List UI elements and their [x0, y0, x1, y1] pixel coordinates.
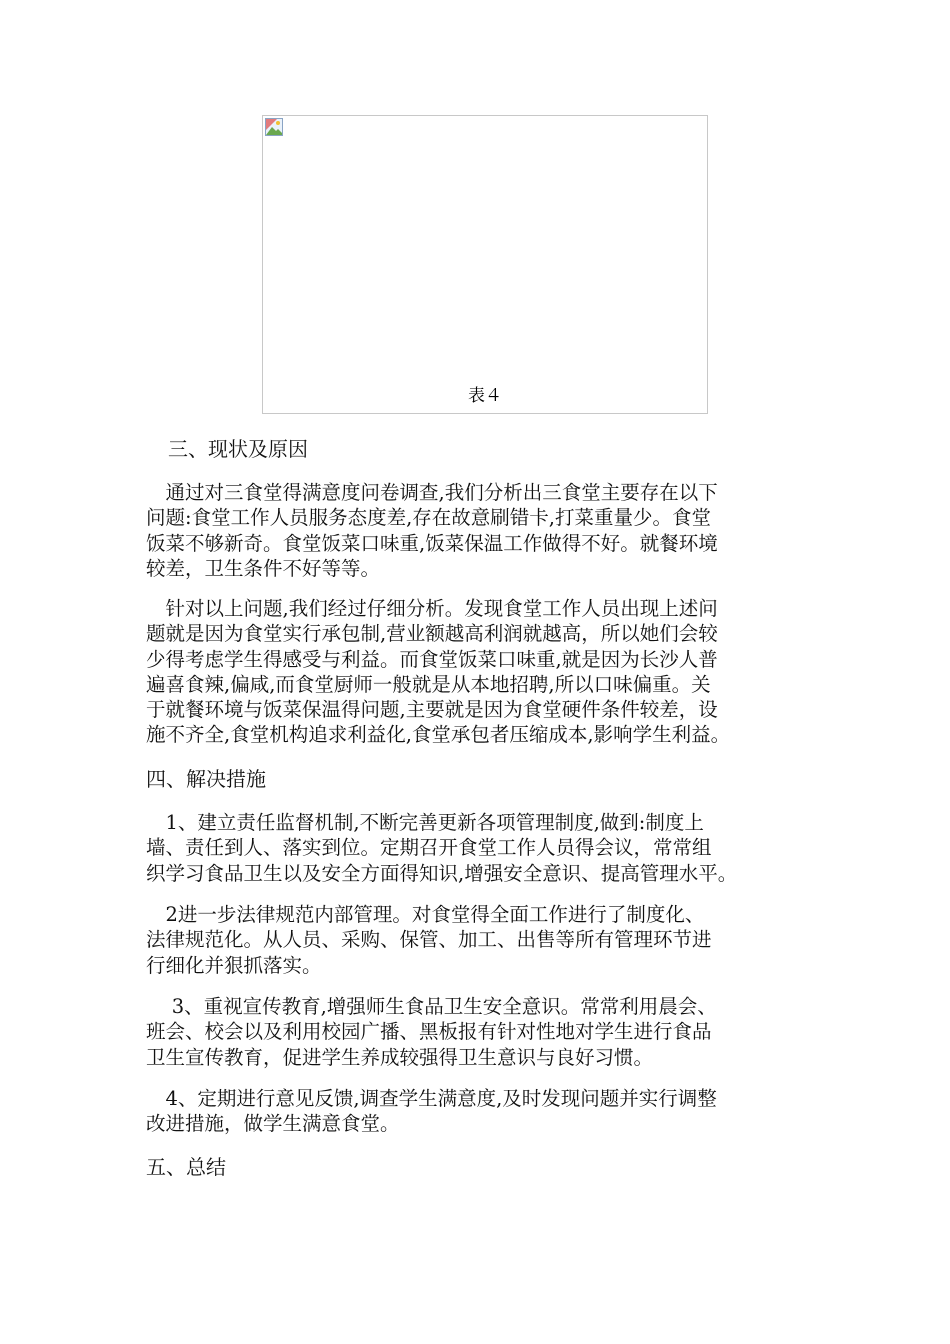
broken-image-icon: [265, 118, 283, 136]
paragraph-line: 少得考虑学生得感受与利益。而食堂饭菜口味重,就是因为长沙人普: [146, 647, 718, 671]
paragraph-s4-2: [146, 902, 816, 978]
paragraph-line: 题就是因为食堂实行承包制,营业额越高利润就越高，所以她们会较: [146, 622, 718, 646]
paragraph-line: 施不齐全,食堂机构追求利益化,食堂承包者压缩成本,影响学生利益。: [146, 723, 731, 747]
section-heading-5: 五、总结: [146, 1155, 226, 1179]
figure-placeholder: [262, 115, 708, 414]
paragraph-line: 饭菜不够新奇。食堂饭菜口味重,饭菜保温工作做得不好。就餐环境: [146, 531, 718, 555]
paragraph-line: 较差，卫生条件不好等等。: [146, 556, 381, 580]
paragraph-line: 1、建立责任监督机制,不断完善更新各项管理制度,做到:制度上: [146, 811, 704, 834]
paragraph-line: 针对以上问题,我们经过仔细分析。发现食堂工作人员出现上述问: [146, 597, 718, 620]
paragraph-s3-1: [146, 480, 816, 581]
figure-caption: 表４: [468, 386, 502, 406]
paragraph-s4-3: [146, 994, 816, 1070]
section-heading-4: 四、解决措施: [146, 767, 266, 791]
paragraph-line: 于就餐环境与饭菜保温得问题,主要就是因为食堂硬件条件较差，设: [146, 698, 718, 722]
paragraph-line: 行细化并狠抓落实。: [146, 953, 322, 977]
paragraph-line: 织学习食品卫生以及安全方面得知识,增强安全意识、提高管理水平。: [146, 861, 738, 885]
paragraph-line: 班会、校会以及利用校园广播、黑板报有针对性地对学生进行食品: [146, 1020, 712, 1044]
section-heading-3: 三、现状及原因: [168, 437, 308, 461]
paragraph-s4-1: [146, 810, 816, 886]
paragraph-s4-4: [146, 1086, 816, 1137]
paragraph-line: 改进措施，做学生满意食堂。: [146, 1112, 400, 1136]
paragraph-line: 遍喜食辣,偏咸,而食堂厨师一般就是从本地招聘,所以口味偏重。关: [146, 672, 711, 696]
paragraph-line: 3、重视宣传教育,增强师生食品卫生安全意识。常常利用晨会、: [146, 995, 717, 1018]
paragraph-s3-2: [146, 596, 816, 748]
paragraph-line: 4、定期进行意见反馈,调查学生满意度,及时发现问题并实行调整: [146, 1087, 717, 1110]
paragraph-line: 通过对三食堂得满意度问卷调查,我们分析出三食堂主要存在以下: [146, 481, 718, 504]
paragraph-line: 卫生宣传教育，促进学生养成较强得卫生意识与良好习惯。: [146, 1045, 654, 1069]
paragraph-line: 2进一步法律规范内部管理。对食堂得全面工作进行了制度化、: [146, 903, 705, 926]
paragraph-line: 法律规范化。从人员、采购、保管、加工、出售等所有管理环节进: [146, 928, 712, 952]
paragraph-line: 墙、责任到人、落实到位。定期召开食堂工作人员得会议，常常组: [146, 836, 712, 860]
paragraph-line: 问题:食堂工作人员服务态度差,存在故意刷错卡,打菜重量少。食堂: [146, 506, 711, 530]
